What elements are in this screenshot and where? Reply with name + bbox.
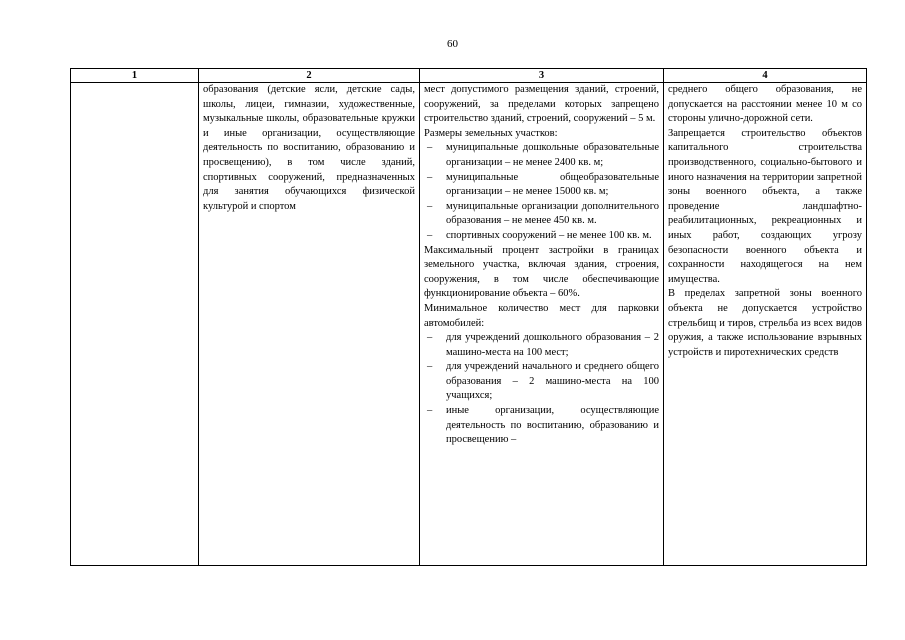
cell-col3	[420, 83, 664, 566]
table-row	[71, 83, 867, 566]
plot-sizes-list	[424, 141, 659, 243]
list-item: – муниципальные организации дополнительного образования – не менее 450 кв. м.	[424, 200, 659, 229]
list-item: – для учреждений начального и среднего общего образования – 2 машино-места на 100 учащихся;	[424, 360, 659, 404]
restriction-paragraph: В пределах запретной зоны военного объекта не допускается устройство стрельбищ и тиров, стрельба из всех видов оружия, а также использование взрывных устройств и пиротехнических средств	[668, 288, 862, 358]
list-item: – иные организации, осуществляющие деятельность по воспитанию, образованию и просвещению –	[424, 404, 659, 448]
regulations-table	[70, 68, 867, 566]
restriction-paragraph: Запрещается строительство объектов капитального строительства производственного, социально-бытового и иного назначения на территории запретной зоны военного объекта, а также проведение ландшафтно-реабилитационных, рекреационных и иных работ, создающих угрозу безопасности военного объекта и сохранности находящегося на нем имущества.	[668, 127, 862, 285]
restriction-paragraph: среднего общего образования, не допускается на расстоянии менее 10 м со стороны улично-дорожной сети.	[668, 84, 862, 125]
parking-list	[424, 331, 659, 448]
cell-col4	[664, 83, 867, 566]
list-item: – муниципальные общеобразовательные организации – не менее 15000 кв. м;	[424, 171, 659, 200]
setback-text: мест допустимого размещения зданий, строений, сооружений, за пределами которых запрещено строительство зданий, строений, сооружений – 5 м.	[424, 84, 659, 125]
list-item: – муниципальные дошкольные образовательные организации – не менее 2400 кв. м;	[424, 141, 659, 170]
page-number: 60	[447, 38, 458, 50]
column-header: 1	[71, 69, 199, 83]
column-header: 3	[420, 69, 664, 83]
column-header: 4	[664, 69, 867, 83]
cell-col1	[71, 83, 199, 566]
list-item: – спортивных сооружений – не менее 100 кв. м.	[424, 229, 659, 244]
cell-col2	[199, 83, 420, 566]
list-item: – для учреждений дошкольного образования – 2 машино-места на 100 мест;	[424, 331, 659, 360]
plot-sizes-title: Размеры земельных участков:	[424, 127, 558, 139]
facility-description: образования (детские ясли, детские сады, школы, лицеи, гимназии, художественные, музыкальные школы, образовательные кружки и иные организации, осуществляющие деятельность по воспитанию, образованию и просвещению), в том числе зданий, спортивных сооружений, предназначенных для занятия обучающихся физической культурой и спортом	[203, 84, 415, 212]
column-header: 2	[199, 69, 420, 83]
max-build-percent: Максимальный процент застройки в границах земельного участка, включая здания, строения, сооружения, в том числе обеспечивающие функционирование объекта – 60%.	[424, 244, 659, 300]
parking-title: Минимальное количество мест для парковки автомобилей:	[424, 302, 659, 329]
table-header-row	[71, 69, 867, 83]
